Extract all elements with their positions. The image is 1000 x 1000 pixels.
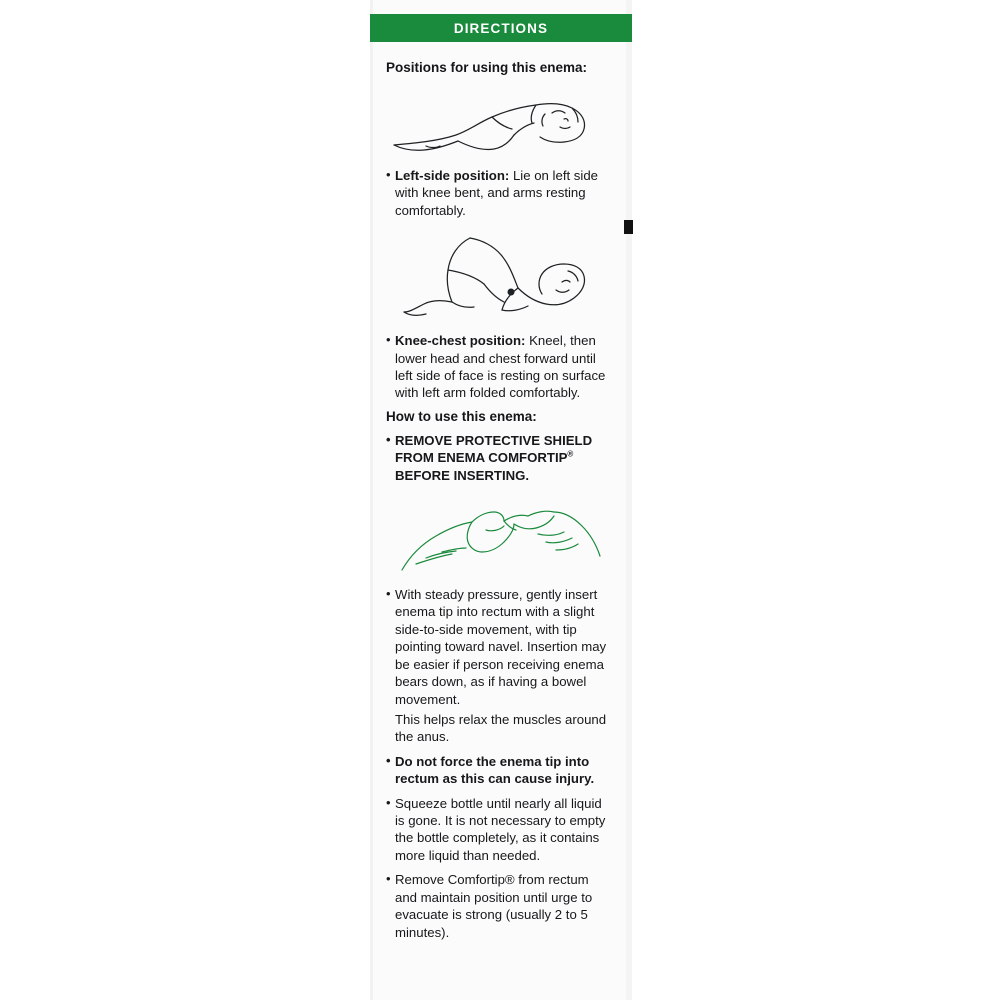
directions-content [386,54,612,948]
bullet-insert-tip [386,586,612,708]
directions-header [370,14,632,42]
bullet-knee-chest-position [386,332,612,402]
remove-shield-list [386,432,612,484]
left-side-bullet-list [386,167,612,219]
use-instructions-list [386,586,612,708]
positions-title: Positions for using this enema: [386,60,588,75]
remove-shield-line1: REMOVE PROTECTIVE SHIELD FROM ENEMA COMFORTIP [395,432,593,466]
bullet-do-not-force [386,753,612,788]
directions-header-label: DIRECTIONS [453,20,549,36]
left-side-position-illustration [386,83,612,161]
remove-shield-line2: BEFORE INSERTING. [395,467,530,483]
note-relax-muscles: This helps relax the muscles around the anus. [395,711,607,745]
panel-black-registration-mark [624,220,633,234]
panel-left-edge [370,0,373,1000]
bullet-knee-chest-label: Knee-chest position: [395,333,526,349]
bullet-knee-chest-text: Kneel, then lower head and chest forward until left side of face is resting on surface with left arm folded comfortably. [395,333,606,401]
bullet-remove-comfortip [386,871,612,941]
bullet-left-side-position [386,167,612,219]
knee-chest-position-illustration [386,226,612,326]
bullet-squeeze-bottle-text: Squeeze bottle until nearly all liquid is gone. It is not necessary to empty the bottle completely, as it contains more liquid than needed. [395,795,606,863]
bullet-insert-tip-text: With steady pressure, gently insert enema tip into rectum with a slight side-to-side movement, with tip pointing toward navel. Insertion may be easier if person receiving enema bears down, as if having a bowel movement. [395,586,607,707]
hands-removing-protective-shield-illustration [386,494,612,580]
use-instructions-list-2 [386,753,612,941]
bullet-remove-protective-shield [386,432,612,484]
bullet-do-not-force-text: Do not force the enema tip into rectum as this can cause injury. [395,753,595,787]
bullet-left-side-label: Left-side position: [395,167,510,183]
how-to-use-title: How to use this enema: [386,408,537,424]
bullet-squeeze-bottle [386,795,612,865]
registered-mark: ® [567,449,574,459]
knee-chest-bullet-list [386,332,612,402]
panel-right-edge [626,0,632,1000]
bullet-left-side-text: Lie on left side with knee bent, and arms resting comfortably. [395,167,599,218]
bullet-remove-comfortip-text: Remove Comfortip® from rectum and maintain position until urge to evacuate is strong (usually 2 to 5 minutes). [395,872,593,940]
